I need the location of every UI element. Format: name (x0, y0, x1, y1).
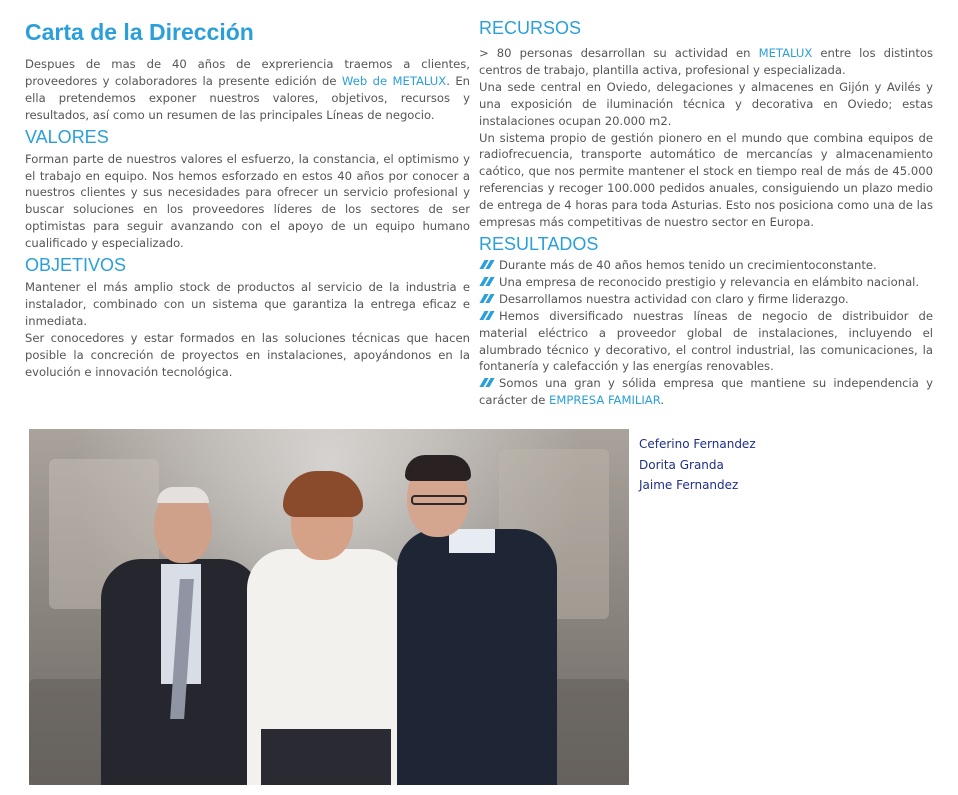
web-metalux-link[interactable]: Web de METALUX (341, 73, 447, 88)
resultados-heading: RESULTADOS (479, 233, 599, 254)
resultado-item: Somos una gran y sólida empresa que mantiene su independencia y carácter de EMPRESA FAMILIAR. (479, 376, 933, 408)
objetivos-text-1: Mantener el más amplio stock de productos al servicio de la industria e instalador, combinado con un sistema que garantiza la entrega eficaz e inmediata. (25, 280, 470, 328)
double-slash-bullet-icon (479, 260, 493, 269)
intro-paragraph: Despues de mas de 40 años de expreriencia traemos a clientes, proveedores y colaboradores la presente edición de Web de METALUX. En ella pretendemos exponer nuestros valores, objetivos, recursos y resultados, así como un resumen de las principales Líneas de negocio. (25, 57, 471, 122)
resultado-item: Desarrollamos nuestra actividad con claro y firme liderazgo. (479, 291, 933, 308)
objetivos-heading: OBJETIVOS (25, 255, 127, 276)
resultado-item: Durante más de 40 años hemos tenido un crecimientoconstante. (479, 257, 933, 274)
left-column (25, 0, 470, 381)
name-ceferino: Ceferino Fernandez (639, 437, 756, 451)
recursos-paragraph-2: Una sede central en Oviedo, delegaciones y almacenes en Gijón y Avilés y una exposición de iluminación técnica y decorativa en Oviedo; estas instalaciones ocupan 20.000 m2. (479, 79, 933, 128)
double-slash-bullet-icon (479, 294, 493, 303)
names-caption (639, 434, 839, 496)
empresa-familiar-link[interactable]: EMPRESA FAMILIAR (549, 393, 661, 408)
directors-photo (29, 429, 629, 785)
metalux-link[interactable]: METALUX (758, 46, 813, 60)
resultado-item: Hemos diversificado nuestras líneas de negocio de distribuidor de material eléctrico a proveedor global de instalaciones, incluyendo el alumbrado técnico y decorativo, el control industrial, las comunicaciones, la fontanería y calefacción y las energías renovables. (479, 308, 933, 374)
double-slash-bullet-icon (479, 378, 493, 387)
name-dorita: Dorita Granda (639, 457, 724, 472)
name-jaime: Jaime Fernandez (639, 478, 739, 492)
valores-text: Forman parte de nuestros valores el esfuerzo, la constancia, el optimismo y el trabajo en equipo. Nos hemos esforzado en estos 40 años por conocer a nuestros clientes y sus necesidades para ofrecer un servicio profesional y buscar soluciones en los proveedores líderes de los sectores de ser optimistas para seguir avanzando con el apoyo de un equipo humano cualificado y especializado. (25, 151, 470, 251)
page-title: Carta de la Dirección (25, 19, 254, 45)
valores-heading: VALORES (25, 126, 109, 147)
resultados-section (479, 233, 933, 409)
recursos-heading: RECURSOS (479, 18, 582, 38)
right-column (479, 0, 933, 409)
double-slash-bullet-icon (479, 311, 493, 320)
resultado-item: Una empresa de reconocido prestigio y relevancia en elámbito nacional. (479, 274, 933, 291)
recursos-paragraph-3: Un sistema propio de gestión pionero en el mundo que combina equipos de radiofrecuencia, transporte automático de mercancías y almacenamiento caótico, que nos permite mantener el stock en tiempo real de más de 45.000 referencias y recoger 100.000 pedidos anuales, consiguiendo un plazo medio de entrega de 4 horas para toda Asturias. Esto nos posiciona como una de las empresas más competitivas de nuestro sector en Europa. (479, 130, 933, 230)
double-slash-bullet-icon (479, 277, 493, 286)
recursos-paragraph-1: > 80 personas desarrollan su actividad en METALUX entre los distintos centros de trabajo, plantilla activa, profesional y especializada. (479, 46, 933, 77)
objetivos-text-2: Ser conocedores y estar formados en las soluciones técnicas que hacen posible la concreción de proyectos en instalaciones, apoyándonos en la evolución e innovación tecnológica. (25, 330, 470, 379)
